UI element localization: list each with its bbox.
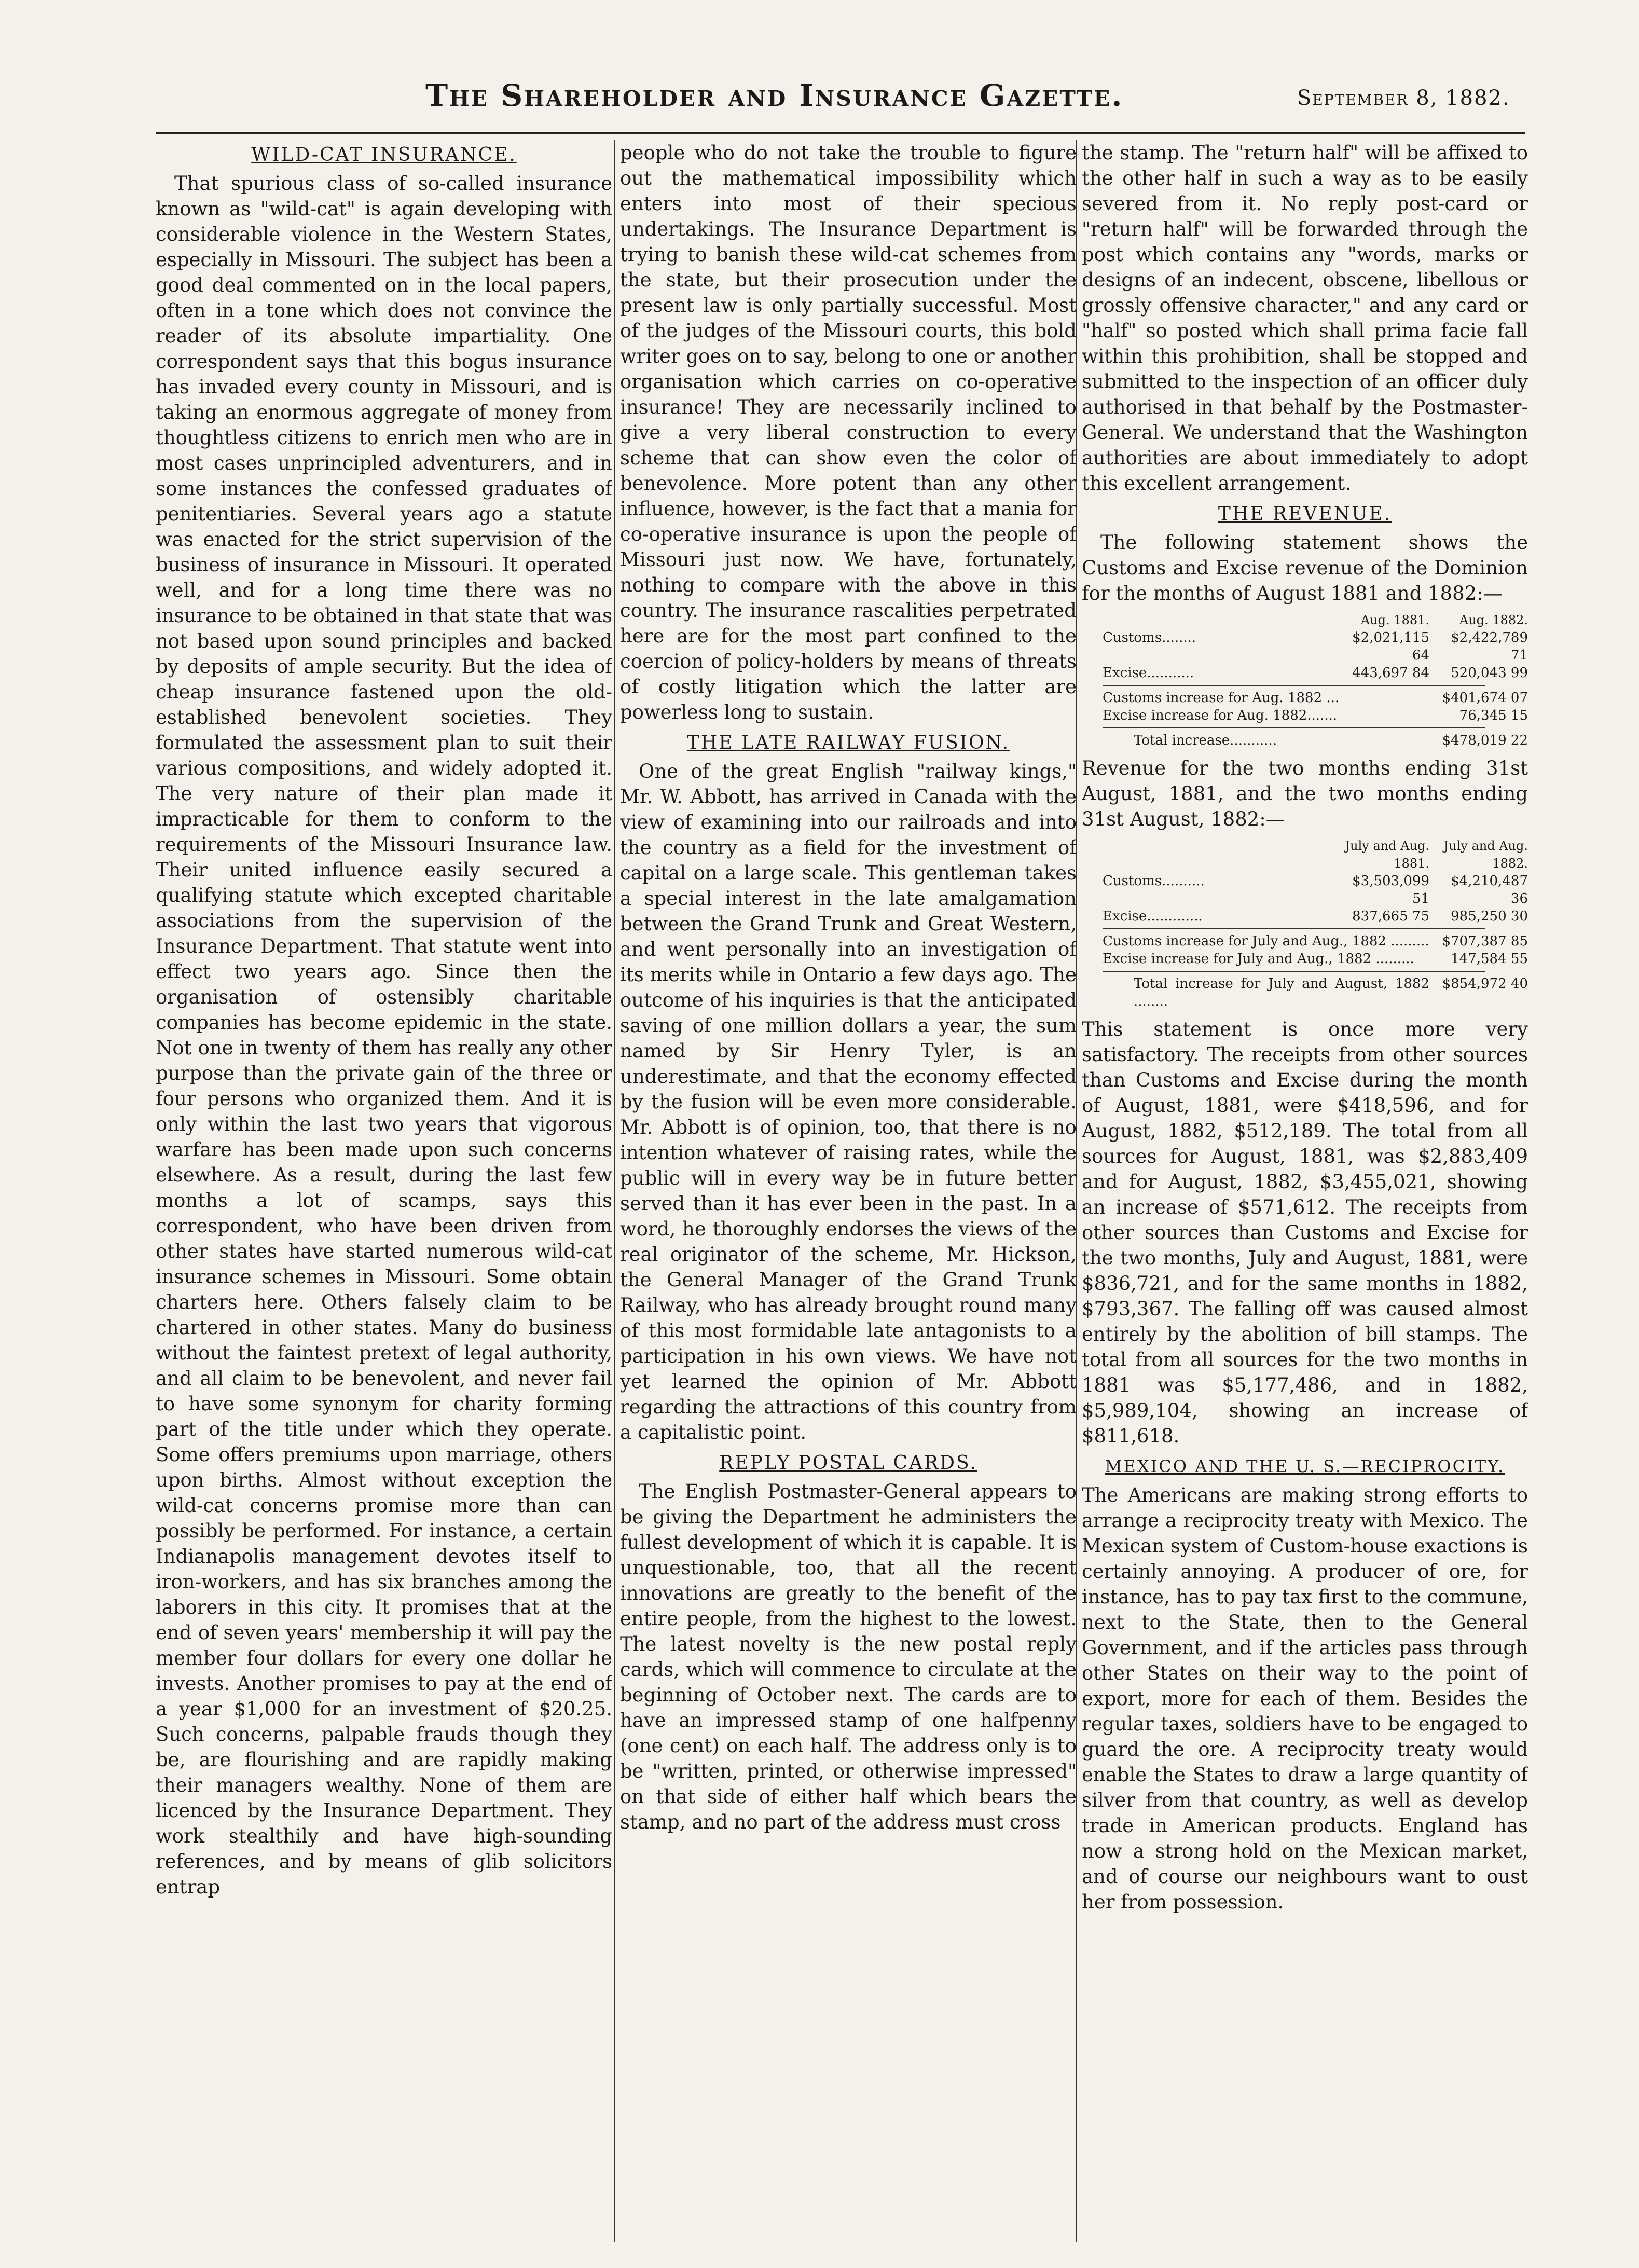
column-1 [156, 140, 612, 2242]
row-label: Customs........ [1103, 630, 1196, 645]
row-label: Total increase........... [1134, 733, 1277, 748]
table-row [1103, 932, 1528, 950]
article-paragraph: That spurious class of so-called insurance known as "wild-cat" is again developing with considerable violence in the Western States, especially in Missouri. The subject has been a good deal commented on in the local papers, often in a tone which does not convince the reader of its absolute impartiality. One correspondent says that this bogus insurance has invaded every county in Missouri, and is taking an enormous aggregate of money from thoughtless citizens to enrich men who are in most cases unprincipled adventurers, and in some instances the confessed graduates of penitentiaries. Several years ago a statute was enacted for the strict supervision of the business of insurance in Missouri. It operated well, and for a long time there was no insurance to be obtained in that state that was not based upon sound principles and backed by deposits of ample security. But the idea of cheap insurance fastened upon the old-established benevolent societies. They formulated the assessment plan to suit their various compositions, and widely adopted it. The very nature of their plan made it impracticable for them to conform to the requirements of the Missouri Insurance law. Their united influence easily secured a qualifying statute which excepted charitable associations from the supervision of the Insurance Department. That statute went into effect two years ago. Since then the organisation of ostensibly charitable companies has become epidemic in the state. Not one in twenty of them has really any other purpose than the private gain of the three or four persons who organized them. And it is only within the last two years that vigorous warfare has been made upon such concerns elsewhere. As a result, during the last few months a lot of scamps, says this correspondent, who have been driven from other states have started numerous wild-cat insurance schemes in Missouri. Some obtain charters here. Others falsely claim to be chartered in other states. Many do business without the faintest pretext of legal authority, and all claim to be benevolent, and never fail to have some synonym for charity forming part of the title under which they operate. Some offers premiums upon marriage, others upon births. Almost without exception the wild-cat concerns promise more than can possibly be performed. For instance, a certain Indianapolis management devotes itself to iron-workers, and has six branches among the laborers in this city. It promises that at the end of seven years' membership it will pay the member four dollars for every one dollar he invests. Another promises to pay at the end of a year $1,000 for an investment of $20.25. Such concerns, palpable frauds though they be, are flourishing and are rapidly making their managers wealthy. None of them are licenced by the Insurance Department. They work stealthily and have high-sounding references, and by means of glib solicitors entrap [156, 172, 612, 1898]
column-2 [620, 140, 1077, 2242]
row-label: Excise............. [1103, 909, 1203, 924]
cell-value: 520,043 99 [1451, 665, 1528, 681]
revenue-table-two-months [1103, 837, 1528, 1010]
article-paragraph: the stamp. The "return half" will be affixed to the other half in such a way as to be easily severed from it. No reply post-card or "return half" will be forwarded through the post which contains any "words, marks or designs of an indecent, obscene, libellous or grossly offensive character," and any card or "half" so posted which shall prima facie fall within this prohibition, shall be stopped and submitted to the inspection of an officer duly authorised in that behalf by the Postmaster-General. We understand that the Washington authorities are about immediately to adopt this excellent arrangement. [1082, 142, 1528, 494]
article-paragraph: One of the great English "railway kings," Mr. W. Abbott, has arrived in Canada with the view of examining into our railroads and into the country as a field for the investment of capital on a large scale. This gentleman takes a special interest in the late amalgamation between the Grand Trunk and Great Western, and went personally into an investigation of its merits while in Ontario a few days ago. The outcome of his inquiries is that the anticipated saving of one million dollars a year, the sum named by Sir Henry Tyler, is an underestimate, and that the economy effected by the fusion will be even more considerable. Mr. Abbott is of opinion, too, that there is no intention whatever of raising rates, while the public will in every way be in future better served than it has ever been in the past. In a word, he thoroughly endorses the views of the real originator of the scheme, Mr. Hickson, the General Manager of the Grand Trunk Railway, who has already brought round many of this most formidable late antagonists to a participation in his own views. We have not yet learned the opinion of Mr. Abbott regarding the attractions of this country from a capitalistic point. [620, 760, 1077, 1444]
column-header: Aug. 1882. [1459, 613, 1528, 627]
table-row [1103, 664, 1528, 682]
table-rule [1103, 971, 1485, 972]
table-rule [1103, 685, 1485, 686]
cell-value: 443,697 84 [1352, 665, 1429, 681]
column-header: July and Aug. 1882. [1443, 839, 1528, 871]
column-divider [614, 140, 615, 2242]
table-row [1103, 689, 1528, 707]
cell-value: $478,019 22 [1442, 733, 1528, 748]
article-heading: MEXICO AND THE U. S.—RECIPROCITY. [1105, 1456, 1505, 1476]
cell-value: $4,210,487 36 [1451, 873, 1528, 906]
article-paragraph: The following statement shows the Customs and Excise revenue of the Dominion for the months of August 1881 and 1882:— [1082, 531, 1528, 604]
table-header [1103, 837, 1528, 872]
row-label: Customs.......... [1103, 873, 1205, 889]
cell-value: 837,665 75 [1352, 909, 1429, 924]
article-heading: THE LATE RAILWAY FUSION. [686, 732, 1010, 753]
cell-value: $2,021,115 64 [1352, 630, 1429, 663]
newspaper-title: The Shareholder and Insurance Gazette. [425, 78, 1124, 113]
article-paragraph: people who do not take the trouble to figure out the mathematical impossibility which enters into most of their specious undertakings. The Insurance Department is trying to banish these wild-cat schemes from the state, but their prosecution under the present law is only partially successful. Most of the judges of the Missouri courts, this bold writer goes on to say, belong to one or another organisation which carries on co-operative insurance! They are necessarily inclined to give a very liberal construction to every scheme that can show even the color of benevolence. More potent than any other influence, however, is the fact that a mania for co-operative insurance is upon the people of Missouri just now. We have, fortunately, nothing to compare with the above in this country. The insurance rascalities perpetrated here are for the most part confined to the coercion of policy-holders by means of threats of costly litigation which the latter are powerless long to sustain. [620, 142, 1077, 723]
cell-value: $3,503,099 51 [1352, 873, 1429, 906]
table-row [1103, 707, 1528, 724]
article-paragraph: The Americans are making strong efforts to arrange a reciprocity treaty with Mexico. The Mexican system of Custom-house exactions is certainly annoying. A producer of ore, for instance, has to pay tax first to the commune, next to the State, then to the General Government, and if the articles pass through other States on their way to the point of export, more for each of them. Besides the regular taxes, soldiers have to be engaged to guard the ore. A reciprocity treaty would enable the States to draw a large quantity of silver from that country, as well as develop trade in American products. England has now a strong hold on the Mexican market, and of course our neighbours want to oust her from possession. [1082, 1484, 1528, 1913]
revenue-table-august [1103, 611, 1528, 749]
row-label: Excise........... [1103, 665, 1194, 681]
cell-value: 76,345 15 [1459, 708, 1528, 723]
table-header [1103, 611, 1528, 629]
issue-date: September 8, 1882. [1297, 86, 1510, 110]
table-row [1103, 950, 1528, 968]
column-header: July and Aug. 1881. [1345, 839, 1429, 871]
column-header: Aug. 1881. [1360, 613, 1429, 627]
article-paragraph: Revenue for the two months ending 31st August, 1881, and the two months ending 31st August, 1882:— [1082, 757, 1528, 830]
article-heading: WILD-CAT INSURANCE. [251, 144, 517, 166]
cell-value: $854,972 40 [1442, 976, 1528, 992]
article-heading: REPLY POSTAL CARDS. [719, 1452, 977, 1474]
article-heading: THE REVENUE. [1218, 503, 1392, 525]
cell-value: $2,422,789 71 [1451, 630, 1528, 663]
table-rule [1103, 727, 1485, 728]
table-rule [1103, 928, 1485, 929]
row-label: Excise increase for July and Aug., 1882 ......... [1103, 951, 1414, 967]
column-3 [1082, 140, 1528, 2242]
article-paragraph: This statement is once more very satisfactory. The receipts from other sources than Customs and Excise during the month of August, 1881, were $418,596, and for August, 1882, $512,189. The total from all sources for August, 1881, was $2,883,409 and for August, 1882, $3,455,021, showing an increase of $571,612. The receipts from other sources than Customs and Excise for the two months, July and August, 1881, were $836,721, and for the same months in 1882, $793,367. The falling off was caused almost entirely by the abolition of bill stamps. The total from all sources for the two months in 1881 was $5,177,486, and in 1882, $5,989,104, showing an increase of $811,618. [1082, 1018, 1528, 1447]
row-label: Customs increase for Aug. 1882 ... [1103, 690, 1340, 706]
row-label: Excise increase for Aug. 1882....... [1103, 708, 1338, 723]
row-label: Customs increase for July and Aug., 1882 ......... [1103, 933, 1429, 949]
cell-value: $707,387 85 [1442, 933, 1528, 949]
cell-value: 985,250 30 [1451, 909, 1528, 924]
header-rule [156, 132, 1525, 134]
article-paragraph: The English Postmaster-General appears to be giving the Department he administers the fullest development of which it is capable. It is unquestionable, too, that all the recent innovations are greatly to the benefit of the entire people, from the highest to the lowest. The latest novelty is the new postal reply cards, which will commence to circulate at the beginning of October next. The cards are to have an impressed stamp of one halfpenny (one cent) on each half. The address only is to be "written, printed, or otherwise impressed" on that side of either half which bears the stamp, and no part of the address must cross [620, 1480, 1077, 1833]
cell-value: $401,674 07 [1442, 690, 1528, 706]
table-row [1103, 872, 1528, 908]
table-row [1103, 732, 1528, 749]
table-row [1103, 629, 1528, 664]
cell-value: 147,584 55 [1451, 951, 1528, 967]
table-row [1103, 975, 1528, 1010]
masthead [0, 78, 1639, 125]
table-row [1103, 908, 1528, 925]
row-label: Total increase for July and August, 1882 ........ [1134, 976, 1429, 1009]
